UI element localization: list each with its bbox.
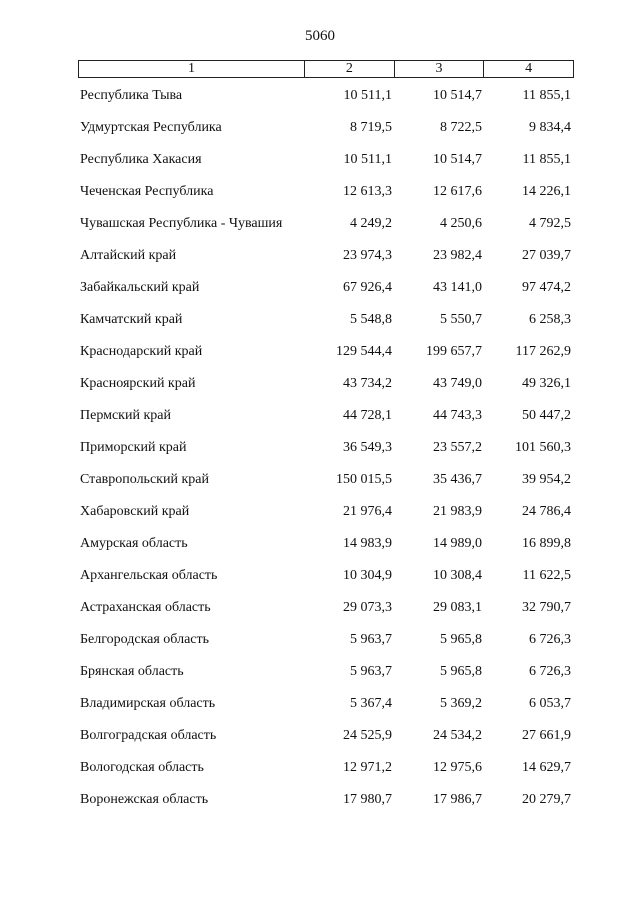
table-row (78, 536, 574, 568)
table-row (78, 88, 574, 120)
column-4-value-cell: 117 262,9 (515, 344, 571, 359)
column-3-value-cell: 5 965,8 (440, 664, 482, 679)
column-3-value-cell: 5 965,8 (440, 632, 482, 647)
table-row (78, 568, 574, 600)
column-3-value-cell: 10 308,4 (433, 568, 482, 583)
column-3-value-cell: 35 436,7 (433, 472, 482, 487)
region-name-cell: Брянская область (80, 664, 184, 679)
column-2-value-cell: 5 367,4 (350, 696, 392, 711)
column-4-value-cell: 101 560,3 (515, 440, 571, 455)
region-name-cell: Хабаровский край (80, 504, 190, 519)
column-4-value-cell: 97 474,2 (522, 280, 571, 295)
column-4-value-cell: 6 053,7 (529, 696, 571, 711)
region-name-cell: Пермский край (80, 408, 171, 423)
column-4-value-cell: 11 855,1 (522, 152, 571, 167)
column-3-value-cell: 199 657,7 (426, 344, 482, 359)
column-3-value-cell: 43 141,0 (433, 280, 482, 295)
column-3-value-cell: 8 722,5 (440, 120, 482, 135)
column-2-value-cell: 67 926,4 (343, 280, 392, 295)
column-2-value-cell: 5 963,7 (350, 664, 392, 679)
column-4-value-cell: 6 726,3 (529, 632, 571, 647)
table-row (78, 728, 574, 760)
column-3-value-cell: 12 617,6 (433, 184, 482, 199)
region-name-cell: Владимирская область (80, 696, 216, 711)
region-name-cell: Забайкальский край (80, 280, 200, 295)
table-body (78, 88, 574, 824)
region-name-cell: Республика Хакасия (80, 152, 202, 167)
column-2-value-cell: 36 549,3 (343, 440, 392, 455)
table-row (78, 152, 574, 184)
region-name-cell: Чеченская Республика (80, 184, 214, 199)
table-row (78, 504, 574, 536)
region-name-cell: Чувашская Республика - Чувашия (80, 216, 283, 231)
column-2-value-cell: 10 304,9 (343, 568, 392, 583)
column-3-value-cell: 5 369,2 (440, 696, 482, 711)
region-name-cell: Алтайский край (80, 248, 177, 263)
column-2-value-cell: 24 525,9 (343, 728, 392, 743)
column-2-value-cell: 8 719,5 (350, 120, 392, 135)
column-4-value-cell: 49 326,1 (522, 376, 571, 391)
region-name-cell: Республика Тыва (80, 88, 183, 103)
column-2-value-cell: 10 511,1 (343, 88, 392, 103)
column-3-value-cell: 21 983,9 (433, 504, 482, 519)
region-name-cell: Ставропольский край (80, 472, 209, 487)
column-4-value-cell: 32 790,7 (522, 600, 571, 615)
column-2-value-cell: 43 734,2 (343, 376, 392, 391)
table-row (78, 216, 574, 248)
table-header-row (78, 60, 574, 78)
column-4-value-cell: 9 834,4 (529, 120, 571, 135)
column-2-value-cell: 12 971,2 (343, 760, 392, 775)
column-4-value-cell: 39 954,2 (522, 472, 571, 487)
column-header-2: 2 (305, 61, 395, 77)
region-name-cell: Краснодарский край (80, 344, 203, 359)
column-4-value-cell: 16 899,8 (522, 536, 571, 551)
table-row (78, 312, 574, 344)
column-4-value-cell: 14 226,1 (522, 184, 571, 199)
column-4-value-cell: 6 258,3 (529, 312, 571, 327)
column-2-value-cell: 17 980,7 (343, 792, 392, 807)
column-3-value-cell: 12 975,6 (433, 760, 482, 775)
column-2-value-cell: 10 511,1 (343, 152, 392, 167)
column-3-value-cell: 43 749,0 (433, 376, 482, 391)
region-name-cell: Архангельская область (80, 568, 218, 583)
column-3-value-cell: 17 986,7 (433, 792, 482, 807)
column-2-value-cell: 129 544,4 (336, 344, 392, 359)
region-name-cell: Вологодская область (80, 760, 204, 775)
column-header-3: 3 (395, 61, 485, 77)
table-row (78, 696, 574, 728)
column-3-value-cell: 23 557,2 (433, 440, 482, 455)
column-3-value-cell: 29 083,1 (433, 600, 482, 615)
column-3-value-cell: 5 550,7 (440, 312, 482, 327)
data-table (78, 60, 574, 824)
table-row (78, 760, 574, 792)
table-row (78, 248, 574, 280)
column-3-value-cell: 24 534,2 (433, 728, 482, 743)
column-4-value-cell: 11 622,5 (522, 568, 571, 583)
column-2-value-cell: 21 976,4 (343, 504, 392, 519)
column-4-value-cell: 4 792,5 (529, 216, 571, 231)
column-4-value-cell: 27 661,9 (522, 728, 571, 743)
column-2-value-cell: 12 613,3 (343, 184, 392, 199)
region-name-cell: Амурская область (80, 536, 188, 551)
table-row (78, 184, 574, 216)
column-2-value-cell: 150 015,5 (336, 472, 392, 487)
column-3-value-cell: 14 989,0 (433, 536, 482, 551)
column-3-value-cell: 23 982,4 (433, 248, 482, 263)
column-header-1: 1 (79, 61, 305, 77)
column-4-value-cell: 11 855,1 (522, 88, 571, 103)
table-row (78, 408, 574, 440)
region-name-cell: Белгородская область (80, 632, 210, 647)
region-name-cell: Камчатский край (80, 312, 183, 327)
column-2-value-cell: 5 548,8 (350, 312, 392, 327)
column-2-value-cell: 4 249,2 (350, 216, 392, 231)
column-2-value-cell: 29 073,3 (343, 600, 392, 615)
column-4-value-cell: 6 726,3 (529, 664, 571, 679)
column-4-value-cell: 27 039,7 (522, 248, 571, 263)
region-name-cell: Воронежская область (80, 792, 209, 807)
page-number: 5060 (305, 28, 335, 44)
table-row (78, 472, 574, 504)
column-4-value-cell: 14 629,7 (522, 760, 571, 775)
table-row (78, 280, 574, 312)
column-3-value-cell: 10 514,7 (433, 88, 482, 103)
table-row (78, 376, 574, 408)
column-4-value-cell: 20 279,7 (522, 792, 571, 807)
column-2-value-cell: 14 983,9 (343, 536, 392, 551)
table-row (78, 344, 574, 376)
column-2-value-cell: 44 728,1 (343, 408, 392, 423)
table-row (78, 600, 574, 632)
table-row (78, 120, 574, 152)
column-2-value-cell: 23 974,3 (343, 248, 392, 263)
region-name-cell: Приморский край (80, 440, 187, 455)
column-3-value-cell: 4 250,6 (440, 216, 482, 231)
table-row (78, 440, 574, 472)
table-row (78, 664, 574, 696)
region-name-cell: Волгоградская область (80, 728, 217, 743)
region-name-cell: Удмуртская Республика (80, 120, 222, 135)
region-name-cell: Красноярский край (80, 376, 196, 391)
column-2-value-cell: 5 963,7 (350, 632, 392, 647)
column-header-4: 4 (525, 61, 533, 76)
column-3-value-cell: 44 743,3 (433, 408, 482, 423)
column-4-value-cell: 24 786,4 (522, 504, 571, 519)
table-row (78, 632, 574, 664)
region-name-cell: Астраханская область (80, 600, 211, 615)
table-row (78, 792, 574, 824)
column-3-value-cell: 10 514,7 (433, 152, 482, 167)
column-4-value-cell: 50 447,2 (522, 408, 571, 423)
